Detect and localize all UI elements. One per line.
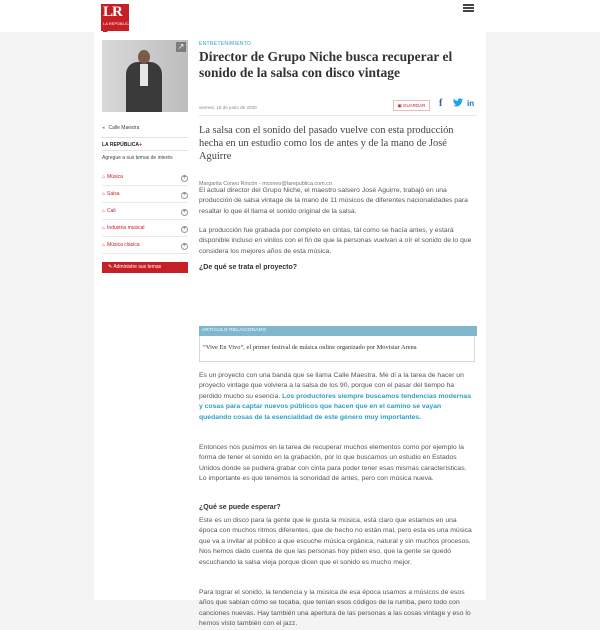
- section-label[interactable]: ENTRETENIMIENTO: [199, 41, 252, 47]
- caption-arrow-icon: ◂: [102, 125, 105, 131]
- topic-item-salsa[interactable]: ⌂ Salsa +: [102, 191, 188, 203]
- article-photo[interactable]: [102, 40, 188, 112]
- logo-subtitle: LA REPÚBLICA: [103, 21, 132, 26]
- article-title: Director de Grupo Niche busca recuperar el sonido de la salsa con disco vintage: [199, 49, 453, 80]
- related-article-label: ARTÍCULO RELACIONADO: [199, 326, 477, 336]
- photo-person-head: [138, 50, 150, 64]
- add-topics-label: Agregue a sus temas de interés: [102, 155, 173, 161]
- edit-icon: ✎: [108, 264, 114, 270]
- article-lead: La salsa con el sonido del pasado vuelve con esta producción hecha en un estudio como los de antes y de la mano de José Aguirre: [199, 125, 454, 162]
- twitter-icon[interactable]: [453, 98, 463, 111]
- photo-person-shirt: [140, 64, 148, 86]
- topic-item-cali[interactable]: ⌂ Cali +: [102, 208, 188, 220]
- bookmark-icon: ▣: [397, 103, 403, 108]
- tag-icon: ⌂: [102, 225, 106, 231]
- paragraph: Entonces nos pusimos en la tarea de recuperar muchos elementos como por ejemplo la forma de tener el sonido en la grabación, por lo que buscamos un estudio en Estados Unidos donde se pudiera grabar con cinta para poder tener esas mismas características. Lo importante es que tenemos la sonoridad de antes, pero con música nueva.: [199, 444, 467, 483]
- site-header: [0, 0, 600, 32]
- content-area: [94, 32, 486, 600]
- expand-icon[interactable]: ↗: [177, 42, 185, 51]
- save-button[interactable]: ▣ GUARDAR: [393, 100, 430, 111]
- paragraph: Para lograr el sonido, la tendencia y la música de esa época usamos a músicos de esos años que sabían cómo se tocaba, que tenían esos códigos de la rumba, pero todo con canciones nuevas. Hay también una apertura de las personas a las cosas vintage y eso lo hemos visto también con el jazz.: [199, 589, 471, 628]
- article-date: viernes, 19 de junio de 2020: [199, 105, 257, 110]
- manage-topics-button[interactable]: ✎ Administre sus temas: [102, 262, 188, 273]
- linkedin-icon[interactable]: in: [467, 99, 475, 108]
- add-topic-icon[interactable]: +: [182, 175, 187, 181]
- related-article-link[interactable]: “Vive En Vivo”, el primer festival de música online organizado por Movistar Arena: [203, 344, 417, 351]
- facebook-icon[interactable]: f: [439, 98, 443, 109]
- logo-text: LR: [103, 4, 122, 20]
- divider: [102, 150, 188, 151]
- tag-icon: ⌂: [102, 208, 106, 214]
- brand-label: LA REPÚBLICA+: [102, 142, 142, 148]
- add-topic-icon[interactable]: +: [182, 209, 187, 215]
- subheading: ¿Qué se puede esperar?: [199, 504, 281, 511]
- topic-item-musica[interactable]: ⌂ Música +: [102, 174, 188, 186]
- add-topic-icon[interactable]: +: [182, 243, 187, 249]
- highlighted-quote: Los productores siempre buscamos tendencias modernas y cosas para captar nuevos públicos que hacen que en el camino se vayan quedando cosas de la esencialidad de este género muy importantes.: [199, 392, 471, 421]
- paragraph: Es un proyecto con una banda que se llama Calle Maestra. Me di a la tarea de hacer un proyecto vintage que volviera a la salsa de los 90, porque con el pasar del tiempo ha perdido mucho su esencia. Los productores siempre buscamos tendencias modernas y cosas para captar nuevos públicos que hacen que en el camino se vayan quedando cosas de la esencialidad de este género muy importantes.: [199, 372, 471, 421]
- divider: [102, 137, 188, 138]
- site-logo[interactable]: [101, 4, 132, 31]
- hamburger-menu-icon[interactable]: [463, 4, 474, 12]
- tag-icon: ⌂: [102, 191, 106, 197]
- add-topic-icon[interactable]: +: [182, 226, 187, 232]
- related-article-box: [199, 326, 475, 362]
- topic-item-musica-clasica[interactable]: ⌂ Música clásica +: [102, 242, 188, 254]
- topic-item-industria-musical[interactable]: ⌂ Industria musical +: [102, 225, 188, 237]
- paragraph: Este es un disco para la gente que le gusta la música, está claro que estamos en una época con muchos ritmos diferentes, que de hecho no están mal, pero esta es una música que va a invitar al público a que escuche música orgánica, natural y sin muchos procesos. Nos hemos dado cuenta de que las personas hoy piden eso, que la gente se quedó escuchando la salsa vieja porque dicen que el sonido es mucho mejor.: [199, 517, 472, 566]
- paragraph: La producción fue grabada por completo en cintas, tal como se hacía antes, y estará disponible incluso en vinilos con el fin de que la personas vuelvan a oír el sonido de lo que considera los mejores años de esta música.: [199, 227, 472, 255]
- add-topic-icon[interactable]: +: [182, 192, 187, 198]
- tag-icon: ⌂: [102, 242, 106, 248]
- paragraph: El actual director del Grupo Niche, el maestro salsero José Aguirre, trabajó en una producción de salsa vintage de la mano de 11 músicos de diferentes nacionalidades para resaltar lo que él llama el sonido original de la salsa.: [199, 187, 468, 215]
- subheading: ¿De qué se trata el proyecto?: [199, 264, 298, 271]
- divider: [199, 115, 477, 116]
- article-author: Margarita Coneo Rincón - mconeo@larepublica.com.co: [199, 181, 332, 187]
- tag-icon: ⌂: [102, 174, 106, 180]
- photo-caption: ◂ Calle Maestra: [102, 125, 140, 131]
